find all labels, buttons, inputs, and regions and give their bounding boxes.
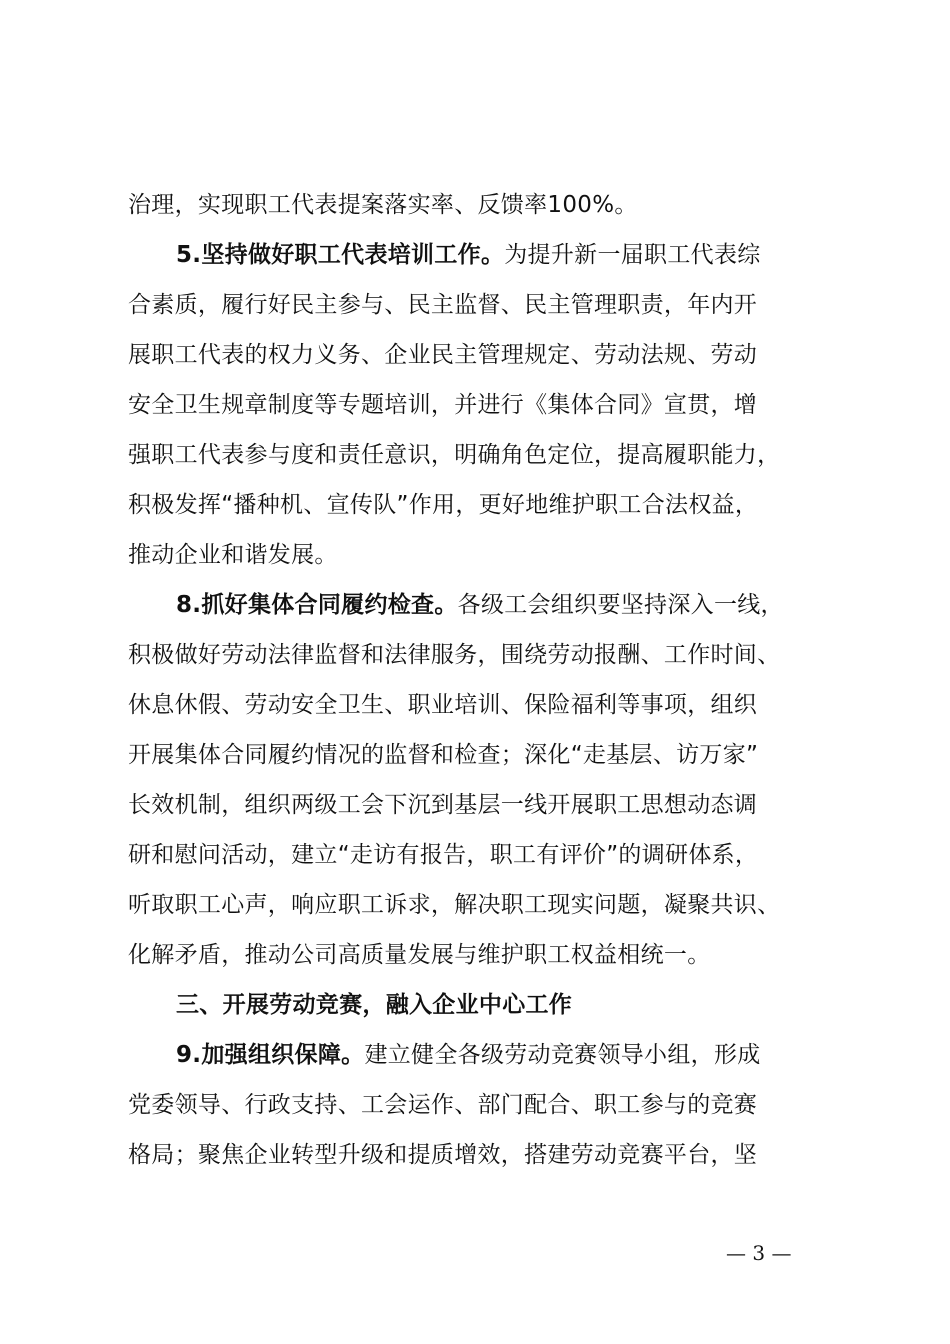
section-3-heading: 三、开展劳动竞赛，融入企业中心工作: [176, 992, 573, 1018]
page-number: — 3 —: [726, 1241, 792, 1265]
paragraph-line: 党委领导、行政支持、工会运作、部门配合、职工参与的竞赛: [128, 1092, 758, 1118]
item-9-paragraph-start: [176, 1040, 761, 1070]
item-8-text: 各级工会组织要坚持深入一线，: [457, 592, 784, 618]
paragraph-line: 合素质，履行好民主参与、民主监督、民主管理职责，年内开: [128, 292, 758, 318]
paragraph-line: 格局；聚焦企业转型升级和提质增效，搭建劳动竞赛平台，坚: [128, 1142, 758, 1168]
paragraph-line: 研和慰问活动，建立“走访有报告，职工有评价”的调研体系，: [128, 842, 759, 868]
paragraph-line: 积极做好劳动法律监督和法律服务，围绕劳动报酬、工作时间、: [128, 642, 781, 668]
item-8-paragraph-start: [176, 590, 784, 620]
paragraph-line: 强职工代表参与度和责任意识，明确角色定位，提高履职能力，: [128, 442, 781, 468]
item-8-heading: 8.抓好集体合同履约检查。: [176, 592, 458, 618]
paragraph-line: 化解矛盾，推动公司高质量发展与维护职工权益相统一。: [128, 942, 711, 968]
paragraph-line: 安全卫生规章制度等专题培训，并进行《集体合同》宣贯，增: [128, 392, 758, 418]
item-5-text: 为提升新一届职工代表综: [504, 242, 761, 268]
paragraph-line: 治理，实现职工代表提案落实率、反馈率100%。: [128, 192, 638, 218]
item-9-heading: 9.加强组织保障。: [176, 1042, 365, 1068]
item-5-paragraph-start: [176, 240, 761, 270]
paragraph-line: 推动企业和谐发展。: [128, 542, 338, 568]
paragraph-line: 休息休假、劳动安全卫生、职业培训、保险福利等事项，组织: [128, 692, 758, 718]
paragraph-line: 长效机制，组织两级工会下沉到基层一线开展职工思想动态调: [128, 792, 758, 818]
paragraph-line: 积极发挥“播种机、宣传队”作用，更好地维护职工合法权益，: [128, 492, 759, 518]
paragraph-line: 听取职工心声，响应职工诉求，解决职工现实问题，凝聚共识、: [128, 892, 781, 918]
item-5-heading: 5.坚持做好职工代表培训工作。: [176, 242, 505, 268]
paragraph-line: 展职工代表的权力义务、企业民主管理规定、劳动法规、劳动: [128, 342, 758, 368]
item-9-text: 建立健全各级劳动竞赛领导小组，形成: [364, 1042, 761, 1068]
paragraph-line: 开展集体合同履约情况的监督和检查；深化“走基层、访万家”: [128, 742, 759, 768]
